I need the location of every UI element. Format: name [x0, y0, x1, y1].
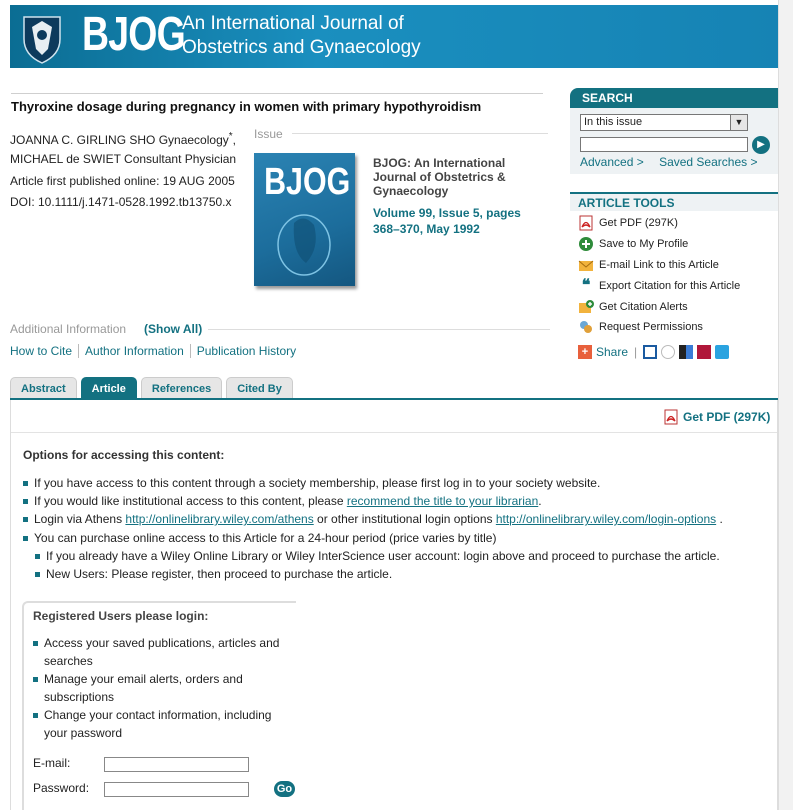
get-pdf-label: Get PDF (297K)	[683, 410, 771, 424]
subtitle-line-2: Obstetrics and Gynaecology	[182, 37, 421, 58]
athens-link[interactable]: http://onlinelibrary.wiley.com/athens	[125, 512, 314, 527]
author-2[interactable]: MICHAEL de SWIET Consultant Physician	[10, 152, 237, 166]
option-text: If you have access to this content through a society membership, please first log in to your society website.	[34, 476, 601, 490]
option-text: .	[716, 512, 723, 527]
login-benefits-list	[33, 634, 295, 742]
divider	[208, 329, 550, 330]
plus-circle-icon	[578, 236, 594, 252]
envelope-icon	[578, 257, 594, 273]
article-tools-heading: ARTICLE TOOLS	[570, 192, 778, 211]
article-tools-list	[578, 213, 778, 338]
password-field[interactable]	[104, 782, 249, 797]
option-text: or other institutional login options	[313, 512, 496, 527]
bookmark-icon[interactable]	[643, 345, 657, 359]
tool-get-pdf[interactable]	[578, 213, 778, 234]
pdf-icon	[663, 409, 679, 425]
cover-illustration-icon	[254, 153, 355, 286]
twitter-icon[interactable]	[715, 345, 729, 359]
option-text: Login via Athens	[34, 512, 126, 527]
publication-history-link[interactable]: Publication History	[190, 344, 302, 358]
option-text: If you already have a Wiley Online Library or Wiley InterScience user account: login above and proceed to purchase the article.	[46, 548, 720, 563]
list-item	[23, 547, 773, 565]
list-item: Manage your email alerts, orders and subscriptions	[33, 670, 295, 706]
crest-logo-icon	[18, 9, 66, 65]
article-tabs	[10, 377, 297, 399]
access-options-list	[23, 474, 773, 583]
quote-icon: ❝	[581, 276, 591, 294]
list-item: Change your contact information, including your password	[33, 706, 295, 742]
search-input[interactable]	[580, 137, 748, 152]
get-pdf-button[interactable]	[663, 409, 770, 425]
share-icon[interactable]: +	[578, 345, 592, 359]
recommend-librarian-link[interactable]: recommend the title to your librarian	[346, 494, 539, 509]
issue-label: Issue	[254, 127, 283, 141]
tool-label: E-mail Link to this Article	[599, 258, 719, 271]
tab-cited-by[interactable]: Cited By	[226, 377, 293, 399]
divider	[11, 432, 777, 433]
subtitle-line-1: An International Journal of	[182, 13, 404, 34]
pdf-icon	[578, 215, 594, 231]
list-item: Access your saved publications, articles and searches	[33, 634, 295, 670]
divider	[292, 133, 548, 134]
issue-volume-link[interactable]: Volume 99, Issue 5, pages 368–370, May 1992	[373, 206, 521, 236]
search-heading: SEARCH	[570, 88, 778, 108]
tool-citation-alerts[interactable]	[578, 296, 778, 317]
option-text: You can purchase online access to this Article for a 24-hour period (price varies by title)	[34, 530, 497, 545]
tool-label: Get PDF (297K)	[599, 217, 678, 230]
option-text: If you would like institutional access to this content, please	[34, 494, 347, 509]
additional-info-label: Additional Information	[10, 322, 127, 336]
password-label: Password:	[33, 781, 90, 795]
saved-searches-link[interactable]: Saved Searches >	[659, 155, 758, 169]
tool-save-profile[interactable]	[578, 234, 778, 255]
tab-abstract[interactable]: Abstract	[10, 377, 77, 399]
chevron-down-icon[interactable]: ▼	[730, 115, 747, 130]
author-1-mark: *	[228, 131, 233, 142]
doi: DOI: 10.1111/j.1471-0528.1992.tb13750.x	[10, 195, 232, 209]
share-row	[578, 345, 733, 359]
divider	[11, 93, 543, 94]
list-item	[23, 474, 773, 492]
journal-name: BJOG: An International Journal of Obstetrics & Gynaecology	[373, 156, 506, 198]
tool-label: Save to My Profile	[599, 238, 689, 251]
brand-wordmark: BJOG	[82, 8, 185, 61]
tool-email-link[interactable]	[578, 255, 778, 276]
issue-cover-image[interactable]	[254, 153, 355, 286]
tool-label: Export Citation for this Article	[599, 279, 741, 292]
search-scope-select[interactable]: In this issue	[580, 114, 748, 131]
login-go-button[interactable]: Go	[274, 781, 295, 797]
tab-references[interactable]: References	[141, 377, 222, 399]
cover-logo: BJOG	[264, 161, 351, 203]
tool-label: Request Permissions	[599, 321, 703, 334]
tab-article[interactable]: Article	[81, 377, 137, 399]
list-item	[23, 510, 773, 528]
share-link[interactable]: Share	[596, 345, 629, 359]
list-item	[23, 565, 773, 583]
list-item	[23, 492, 773, 510]
search-links	[580, 155, 769, 169]
tool-export-citation[interactable]	[578, 275, 778, 296]
advanced-search-link[interactable]: Advanced >	[580, 155, 644, 169]
author-list: JOANNA C. GIRLING SHO Gynaecology*, MICHAEL de SWIET Consultant Physician	[10, 127, 250, 169]
access-options-title: Options for accessing this content:	[23, 448, 225, 462]
login-title: Registered Users please login:	[33, 609, 209, 623]
additional-info-links	[10, 344, 302, 358]
option-text: New Users: Please register, then proceed to purchase the article.	[46, 567, 393, 582]
alert-plus-icon	[578, 299, 594, 315]
journal-banner[interactable]	[10, 5, 778, 68]
permissions-icon	[578, 319, 594, 335]
email-field[interactable]	[104, 757, 249, 772]
publication-info	[10, 171, 235, 213]
how-to-cite-link[interactable]: How to Cite	[10, 344, 73, 358]
author-1[interactable]: JOANNA C. GIRLING SHO Gynaecology	[10, 133, 229, 147]
option-text: .	[538, 494, 542, 509]
journal-subtitle	[182, 12, 421, 60]
separator: |	[634, 345, 638, 359]
delicious-icon[interactable]	[679, 345, 693, 359]
window-edge	[778, 0, 793, 810]
published-date: Article first published online: 19 AUG 2005	[10, 174, 235, 188]
search-go-icon[interactable]: ▶	[752, 136, 770, 154]
show-all-link[interactable]: (Show All)	[144, 322, 203, 336]
author-information-link[interactable]: Author Information	[78, 344, 190, 358]
list-item	[23, 529, 773, 547]
mendeley-icon[interactable]	[697, 345, 711, 359]
tool-label: Get Citation Alerts	[599, 300, 688, 313]
tool-request-permissions[interactable]	[578, 317, 778, 338]
article-title: Thyroxine dosage during pregnancy in women with primary hypothyroidism	[11, 99, 482, 114]
citeulike-icon[interactable]	[661, 345, 675, 359]
login-options-link[interactable]: http://onlinelibrary.wiley.com/login-options	[495, 512, 717, 527]
email-label: E-mail:	[33, 756, 71, 770]
